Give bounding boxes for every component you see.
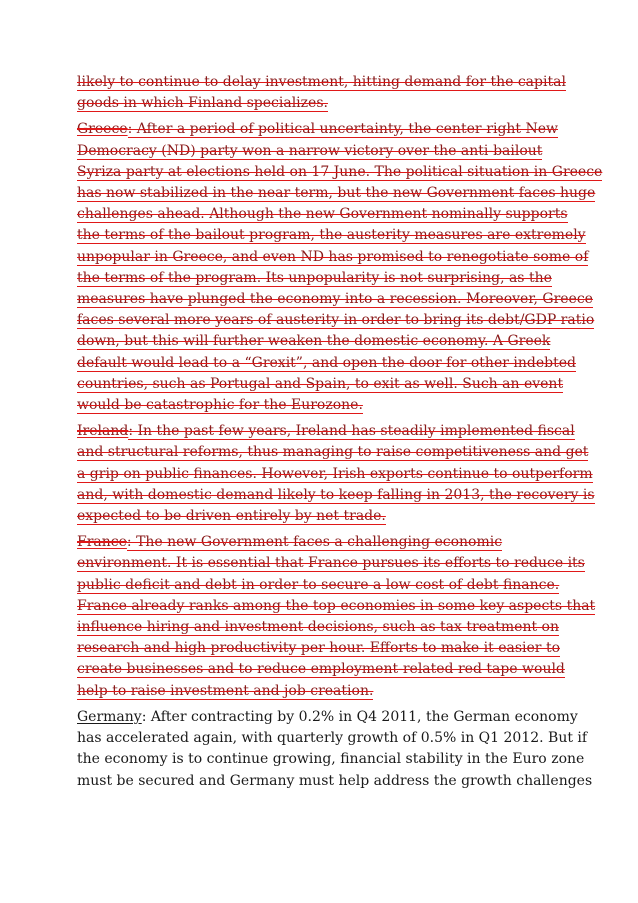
line-text: Democracy (ND) party won a narrow victory over the anti-bailout [77, 142, 543, 159]
text-line [77, 707, 578, 728]
text-line [77, 532, 567, 553]
paragraph-france [77, 532, 596, 702]
line-text: the economy is to continue growing, financial stability in the Euro zone [77, 751, 585, 768]
line-text: likely to continue to delay investment, hitting demand for the capital [77, 74, 566, 90]
text-line [77, 553, 585, 574]
text-line [77, 617, 567, 638]
line-text: must be secured and Germany must help address the growth challenges [77, 772, 593, 789]
line-text: a grip on public finances. However, Irish exports continue to outperform [77, 465, 593, 482]
line-text: create businesses and to reduce employment-related red tape would [77, 661, 565, 678]
line-text: unpopular in Greece, and even ND has promised to renegotiate some of [77, 248, 589, 265]
text-line [77, 681, 567, 702]
line-text: faces several more years of austerity in order to bring its debt/GDP ratio [77, 312, 595, 329]
text-line [77, 72, 567, 93]
text-line [77, 183, 596, 204]
text-line [77, 506, 567, 527]
paragraph-ireland [77, 421, 595, 527]
text-line [77, 421, 575, 442]
text-line [77, 289, 593, 310]
text-line [77, 749, 585, 770]
text-line [77, 596, 596, 617]
line-text: has accelerated again, with quarterly growth of 0.5% in Q1 2012. But if [77, 730, 588, 747]
text-line [77, 310, 595, 331]
text-line [77, 464, 593, 485]
country-heading: Germany [77, 708, 142, 725]
line-text: research and high productivity per hour. Efforts to make it easier to [77, 640, 560, 657]
document-page [77, 72, 603, 797]
line-text: : After a period of political uncertainty, the center-right New [127, 121, 559, 138]
line-text: influence hiring and investment decisions, such as tax treatment on [77, 619, 559, 636]
text-line [77, 353, 576, 374]
line-text: measures have plunged the economy into a recession. Moreover, Greece [77, 291, 593, 308]
line-text: : The new Government faces a challenging economic [126, 534, 503, 551]
text-line [77, 728, 588, 749]
text-line [77, 141, 567, 162]
text-line [77, 638, 567, 659]
text-line [77, 771, 593, 792]
text-line [77, 247, 589, 268]
line-text: the terms of the program. Its unpopularity is not surprising, as the [77, 269, 552, 286]
line-text: down, but this will further weaken the domestic economy. A Greek [77, 333, 551, 350]
text-line [77, 659, 567, 680]
line-text: France already ranks among the top economies in some key aspects that [77, 597, 596, 614]
text-line [77, 331, 567, 352]
text-line [77, 485, 595, 506]
country-heading: France [77, 534, 127, 551]
line-text: and, with domestic demand likely to keep falling in 2013, the recovery is [77, 486, 595, 503]
line-text: challenges ahead. Although the new Government nominally supports [77, 206, 568, 223]
country-heading: Greece [77, 121, 128, 138]
text-line [77, 268, 567, 289]
line-text: : In the past few years, Ireland has steadily implemented fiscal [128, 423, 575, 440]
line-text: and structural reforms, thus managing to raise competitiveness and get [77, 444, 589, 461]
line-text: public deficit and debt in order to secure a low cost of debt finance. [77, 576, 560, 593]
text-line [77, 442, 589, 463]
paragraph-greece [77, 119, 603, 416]
line-text: has now stabilized in the near term, but the new Government faces huge [77, 185, 596, 202]
text-line [77, 119, 567, 140]
line-text: default would lead to a “Grexit”, and open the door for other indebted [77, 354, 576, 371]
text-line [77, 204, 567, 225]
line-text: the terms of the bailout program, the austerity measures are extremely [77, 227, 586, 244]
text-line [77, 374, 567, 395]
text-line [77, 93, 567, 114]
text-line [77, 162, 603, 183]
text-line [77, 575, 567, 596]
line-text: goods in which Finland specializes. [77, 95, 328, 112]
paragraph-finland-tail [77, 72, 567, 114]
line-text: help to raise investment and job creation. [77, 682, 374, 699]
line-text: : After contracting by 0.2% in Q4 2011, the German economy [141, 708, 578, 725]
paragraph-germany [77, 707, 593, 792]
line-text: expected to be driven entirely by net trade. [77, 508, 386, 525]
country-heading: Ireland [77, 423, 129, 440]
line-text: countries, such as Portugal and Spain, to exit as well. Such an event [77, 375, 564, 392]
line-text: environment. It is essential that France pursues its efforts to reduce its [77, 555, 585, 572]
text-line [77, 225, 586, 246]
text-line [77, 395, 567, 416]
line-text: would be catastrophic for the Eurozone. [77, 397, 363, 414]
line-text: Syriza party at elections held on 17 June. The political situation in Greece [77, 163, 603, 180]
